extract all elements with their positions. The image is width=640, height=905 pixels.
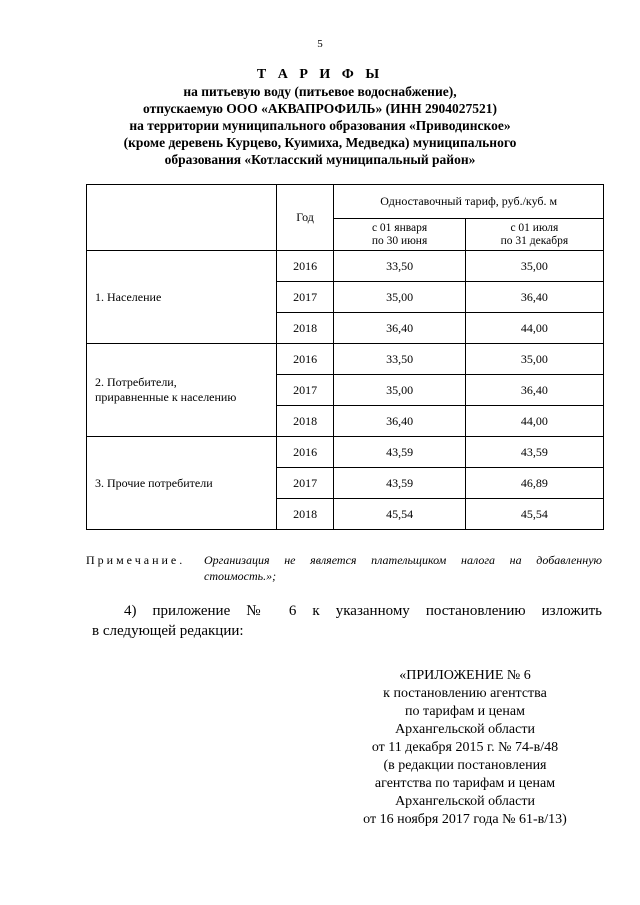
- category-cell: 3. Прочие потребители: [87, 437, 277, 530]
- value-cell: 45,54: [465, 499, 603, 530]
- value-cell: 36,40: [334, 406, 465, 437]
- value-cell: 33,50: [334, 251, 465, 282]
- appendix-line: к постановлению агентства: [383, 686, 547, 701]
- header-period-1: с 01 января по 30 июня: [334, 219, 465, 251]
- header-category-cell: [87, 185, 277, 251]
- value-cell: 45,54: [334, 499, 465, 530]
- year-cell: 2018: [276, 406, 334, 437]
- title-main: Т А Р И Ф Ы: [256, 67, 384, 82]
- value-cell: 43,59: [334, 437, 465, 468]
- year-cell: 2016: [276, 437, 334, 468]
- appendix-line: «ПРИЛОЖЕНИЕ № 6: [399, 668, 531, 683]
- appendix-line: Архангельской области: [395, 794, 535, 809]
- value-cell: 43,59: [334, 468, 465, 499]
- value-cell: 44,00: [465, 313, 603, 344]
- page-number: 5: [317, 38, 323, 50]
- value-cell: 43,59: [465, 437, 603, 468]
- value-cell: 36,40: [334, 313, 465, 344]
- tariff-table: [86, 184, 604, 530]
- category-cell: 1. Население: [87, 251, 277, 344]
- value-cell: 35,00: [465, 251, 603, 282]
- table-row: [87, 344, 604, 375]
- table-header-row: [87, 185, 604, 219]
- title-line: отпускаемую ООО «АКВАПРОФИЛЬ» (ИНН 2904027521): [143, 101, 497, 116]
- paragraph-line: в следующей редакции:: [92, 623, 244, 639]
- year-cell: 2017: [276, 282, 334, 313]
- value-cell: 35,00: [334, 282, 465, 313]
- header-year: Год: [276, 185, 334, 251]
- document-title: [0, 66, 640, 168]
- title-line: на территории муниципального образования «Приводинское»: [129, 118, 511, 133]
- value-cell: 44,00: [465, 406, 603, 437]
- year-cell: 2018: [276, 313, 334, 344]
- appendix-line: (в редакции постановления: [383, 758, 547, 773]
- year-cell: 2016: [276, 344, 334, 375]
- value-cell: 46,89: [465, 468, 603, 499]
- table-row: [87, 437, 604, 468]
- note-text: Организация не является плательщиком налога на добавленную стоимость.»;: [204, 553, 602, 583]
- year-cell: 2018: [276, 499, 334, 530]
- year-cell: 2017: [276, 468, 334, 499]
- year-cell: 2017: [276, 375, 334, 406]
- value-cell: 33,50: [334, 344, 465, 375]
- appendix-line: от 11 декабря 2015 г. № 74-в/48: [371, 740, 559, 755]
- title-line: образования «Котласский муниципальный район»: [164, 152, 476, 167]
- value-cell: 35,00: [334, 375, 465, 406]
- appendix-line: агентства по тарифам и ценам: [374, 776, 556, 791]
- appendix-header: [330, 667, 600, 829]
- appendix-line: от 16 ноября 2017 года № 61-в/13): [363, 812, 567, 827]
- value-cell: 36,40: [465, 375, 603, 406]
- value-cell: 36,40: [465, 282, 603, 313]
- paragraph-line: 4) приложение № 6 к указанному постановлению изложить: [124, 603, 602, 619]
- title-line: (кроме деревень Курцево, Куимиха, Медведка) муниципального: [123, 135, 517, 150]
- table-note: [86, 552, 606, 584]
- header-tariff: Одноставочный тариф, руб./куб. м: [334, 185, 604, 219]
- value-cell: 35,00: [465, 344, 603, 375]
- category-cell: 2. Потребители, приравненные к населению: [87, 344, 277, 437]
- table-row: [87, 251, 604, 282]
- note-label: Примечание.: [86, 553, 186, 567]
- appendix-line: Архангельской области: [395, 722, 535, 737]
- year-cell: 2016: [276, 251, 334, 282]
- amendment-paragraph: [92, 601, 602, 641]
- title-line: на питьевую воду (питьевое водоснабжение),: [183, 84, 457, 99]
- header-period-2: с 01 июля по 31 декабря: [465, 219, 603, 251]
- appendix-line: по тарифам и ценам: [405, 704, 525, 719]
